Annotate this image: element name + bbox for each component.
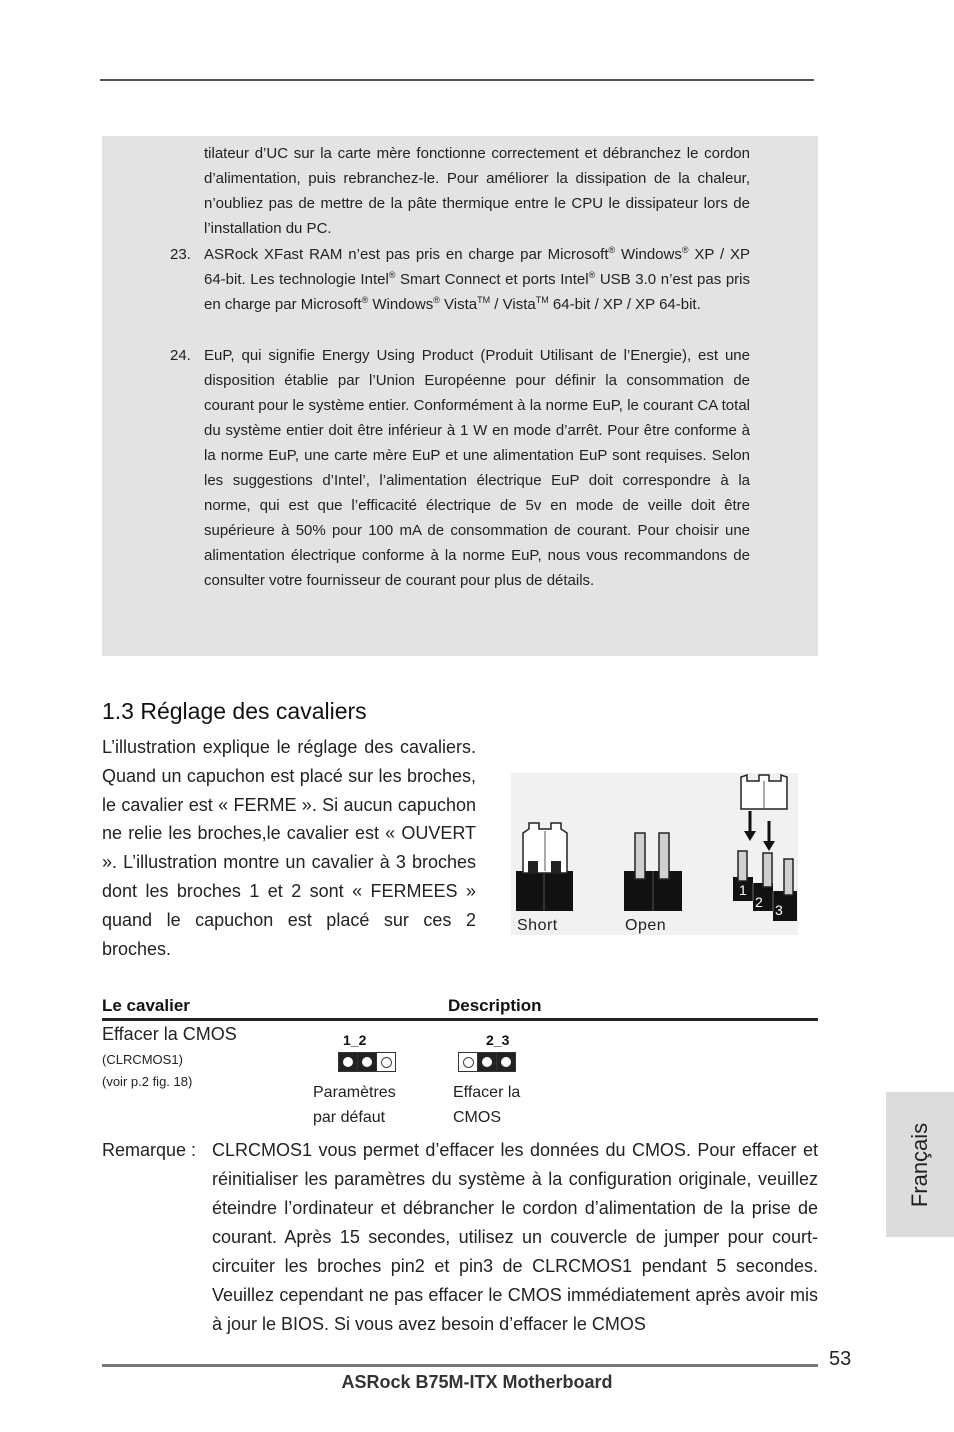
pin-capped [338,1052,358,1072]
note-number-24: 24. [170,347,191,364]
pin-open [376,1052,396,1072]
page-number: 53 [829,1348,852,1370]
bottom-rule [102,1364,818,1367]
jumper-illustration [511,773,798,935]
language-tab-label: Français [907,1122,932,1207]
open-pin-post [635,833,645,879]
open-pin-post [659,833,669,879]
setting-desc-clear: Effacer la CMOS [453,1084,521,1126]
short-label: Short [517,917,558,934]
jumper-reference: (voir p.2 fig. 18) [102,1074,193,1089]
three-pin-jumper [733,775,797,921]
open-jumper [624,833,682,911]
top-rule [100,79,814,81]
pin-open [458,1052,478,1072]
short-cap-window [528,861,538,873]
short-cap-window [551,861,561,873]
setting-desc-default: Paramètres par défaut [313,1084,396,1126]
jumper-name: Effacer la CMOS [102,1024,237,1044]
pin-post-3 [784,859,793,895]
section-intro: L’illustration explique le réglage des cavaliers. Quand un capuchon est placé sur les broches, le cavalier est « FERME ». Si aucun capuchon ne relie les broches,le cavalier est « OUVERT ». L’illustration montre un cavalier à 3 broches dont les broches 1 et 2 sont « FERMEES » quand le capuchon est placé sur ces 2 broches. [102,737,476,959]
language-tab [886,1092,954,1237]
remark-text: CLRCMOS1 vous permet d’effacer les données du CMOS. Pour effacer et réinitialiser les paramètres du système à la configuration originale, veuillez éteindre l’ordinateur et débrancher le cordon d’alimentation de la prise de courant. Après 15 secondes, utilisez un couvercle de jumper pour court-circuiter les broches pin2 et pin3 de CLRCMOS1 pendant 5 secondes. Veuillez cependant ne pas effacer le CMOS immédiatement après avoir mis à jour le BIOS. Si vous avez besoin d’effacer le CMOS [212,1140,818,1334]
short-jumper [516,823,573,911]
footer-title: ASRock B75M-ITX Motherboard [341,1372,613,1392]
table-header-description: Description [448,996,542,1015]
note-continuation: tilateur d’UC sur la carte mère fonctionne correctement et débranchez le cordon d’alimentation, puis rebranchez-le. Pour améliorer la dissipation de la chaleur, n’oubliez pas de mettre de la pâte thermique entre le CPU le dissipateur lors de l’installation du PC. [204,145,750,237]
pin-capped [357,1052,377,1072]
jumper-diagram [511,773,798,935]
pin-number-1: 1 [739,882,747,898]
pin-number-3: 3 [775,902,783,918]
note-number-23: 23. [170,246,191,263]
pin-post-2 [763,853,772,887]
pins-default [338,1052,395,1072]
table-header-jumper: Le cavalier [102,996,190,1015]
remark-label: Remarque : [102,1140,197,1160]
jumper-id: (CLRCMOS1) [102,1052,183,1067]
note-item-24: EuP, qui signifie Energy Using Product (Produit Utilisant de l’Energie), est une disposition établie par l’Union Européenne pour définir la consommation de courant pour le système entier. Conformément à la norme EuP, le courant CA total du système entier doit être inférieur à 1 W en mode d’arrêt. Pour être conforme à la norme EuP, une carte mère EuP et une alimentation EuP sont requises. Selon les suggestions d’Intel’, l’alimentation électrique EuP doit correspondre à la norme, qui est que l’efficacité électrique de 5v en mode de veille doit être supérieure à 50% pour 100 mA de consommation de courant. Pour choisir une alimentation électrique conforme à la norme EuP, nous vous recommandons de consulter votre fournisseur de courant pour plus de détails. [204,347,750,589]
arrow-down-icon [744,831,756,841]
pins-clear [458,1052,515,1072]
note-item-23: ASRock XFast RAM n’est pas pris en charge par Microsoft® Windows® XP / XP 64-bit. Les technologie Intel® Smart Connect et ports Intel® USB 3.0 n’est pas pris en charge par Microsoft® Windows® Vista™ / Vista™ 64-bit / XP / XP 64-bit. [204,245,751,313]
table-rule [102,1018,818,1021]
open-label: Open [625,917,667,934]
setting-label-1-2: 1_2 [343,1032,367,1048]
pin-post-1 [738,851,747,881]
setting-label-2-3: 2_3 [486,1032,510,1048]
pin-capped [496,1052,516,1072]
pin-capped [477,1052,497,1072]
arrow-down-icon [763,841,775,851]
section-title: 1.3 Réglage des cavaliers [102,698,367,724]
pin-number-2: 2 [755,894,763,910]
